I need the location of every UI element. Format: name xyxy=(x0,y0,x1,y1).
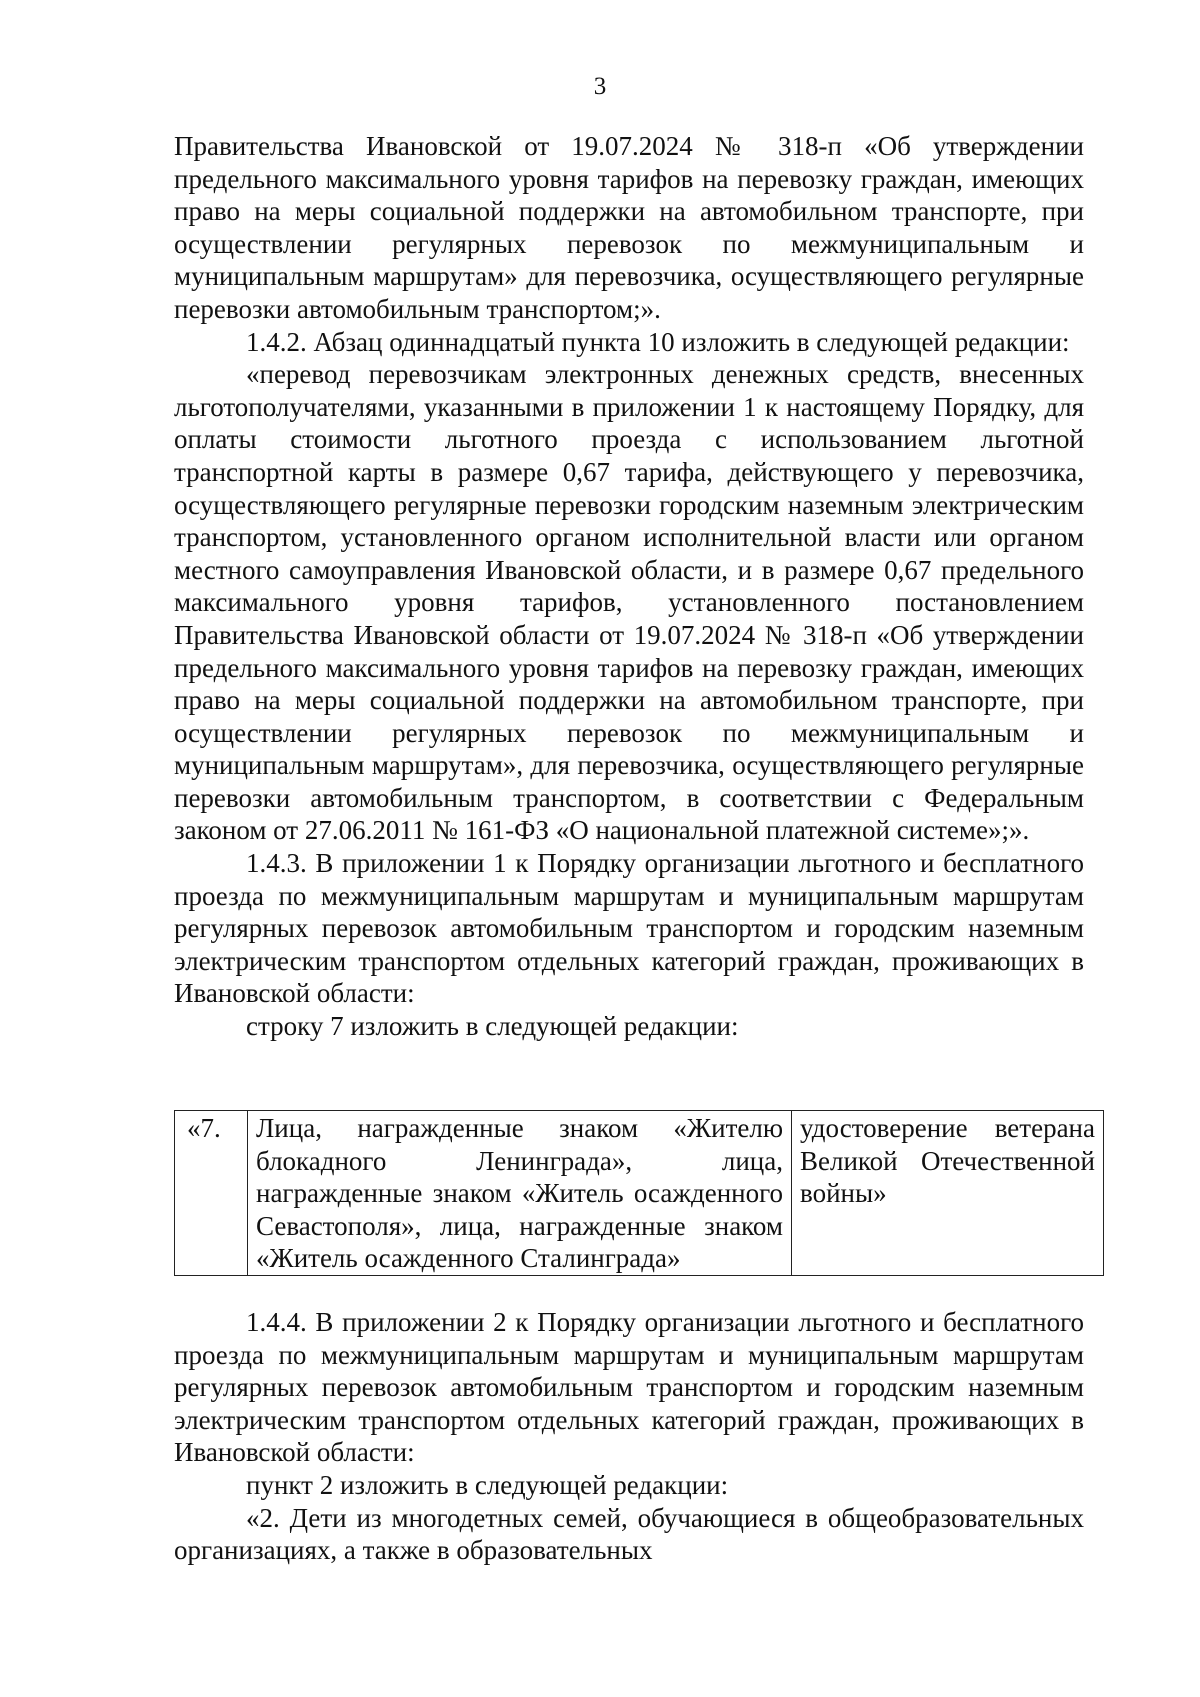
paragraph-1-4-4: 1.4.4. В приложении 2 к Порядку организации льготного и бесплатного проезда по межмуниципальным маршрутам и муниципальным маршрутам регулярных перевозок автомобильным транспортом и городским наземным электрическим транспортом отдельных категорий граждан, проживающих в Ивановской области: xyxy=(174,1307,1084,1468)
table-cell-category: Лица, награжденные знаком «Жителю блокадного Ленинграда», лица, награжденные знаком «Житель осажденного Севастополя», лица, награжденные знаком «Житель осажденного Сталинграда» xyxy=(248,1111,792,1276)
table-cell-number: «7. xyxy=(175,1111,248,1276)
paragraph-continuation: Правительства Ивановской от 19.07.2024 № 318-п «Об утверждении предельного максимального уровня тарифов на перевозку граждан, имеющих право на меры социальной поддержки на автомобильном транспорте, при осуществлении регулярных перевозок по межмуниципальным и муниципальным маршрутам» для перевозчика, осуществляющего регулярные перевозки автомобильным транспортом;». xyxy=(174,131,1084,324)
paragraph-quote-transfer: «перевод перевозчикам электронных денежных средств, внесенных льготополучателями, указанными в приложении 1 к настоящему Порядку, для оплаты стоимости льготного проезда с использованием льготной транспортной карты в размере 0,67 тарифа, действующего у перевозчика, осуществляющего регулярные перевозки городским наземным электрическим транспортом, установленного органом исполнительной власти или органом местного самоуправления Ивановской области, и в размере 0,67 предельного максимального уровня тарифов, установленного постановлением Правительства Ивановской области от 19.07.2024 № 318-п «Об утверждении предельного максимального уровня тарифов на перевозку граждан, имеющих право на меры социальной поддержки на автомобильном транспорте, при осуществлении регулярных перевозок по межмуниципальным и муниципальным маршрутам», для перевозчика, осуществляющего регулярные перевозки автомобильным транспортом, в соответствии с Федеральным законом от 27.06.2011 № 161-ФЗ «О национальной платежной системе»;». xyxy=(174,359,1084,846)
paragraph-point-2-text: «2. Дети из многодетных семей, обучающиеся в общеобразовательных организациях, а также в образовательных xyxy=(174,1502,1084,1566)
paragraph-row-7-intro: строку 7 изложить в следующей редакции: xyxy=(246,1011,739,1042)
paragraph-1-4-3: 1.4.3. В приложении 1 к Порядку организации льготного и бесплатного проезда по межмуниципальным маршрутам и муниципальным маршрутам регулярных перевозок автомобильным транспортом и городским наземным электрическим транспортом отдельных категорий граждан, проживающих в Ивановской области: xyxy=(174,848,1084,1009)
page-number: 3 xyxy=(593,73,607,100)
table-cell-document: удостоверение ветерана Великой Отечественной войны» xyxy=(792,1111,1104,1276)
text-block-bottom xyxy=(174,1306,1084,1567)
paragraph-1-4-2: 1.4.2. Абзац одиннадцатый пункта 10 изложить в следующей редакции: xyxy=(246,326,1070,357)
amendment-table xyxy=(174,1110,1104,1276)
text-block-top xyxy=(174,130,1084,1043)
paragraph-point-2-intro: пункт 2 изложить в следующей редакции: xyxy=(246,1469,729,1500)
table-row xyxy=(175,1111,1104,1276)
